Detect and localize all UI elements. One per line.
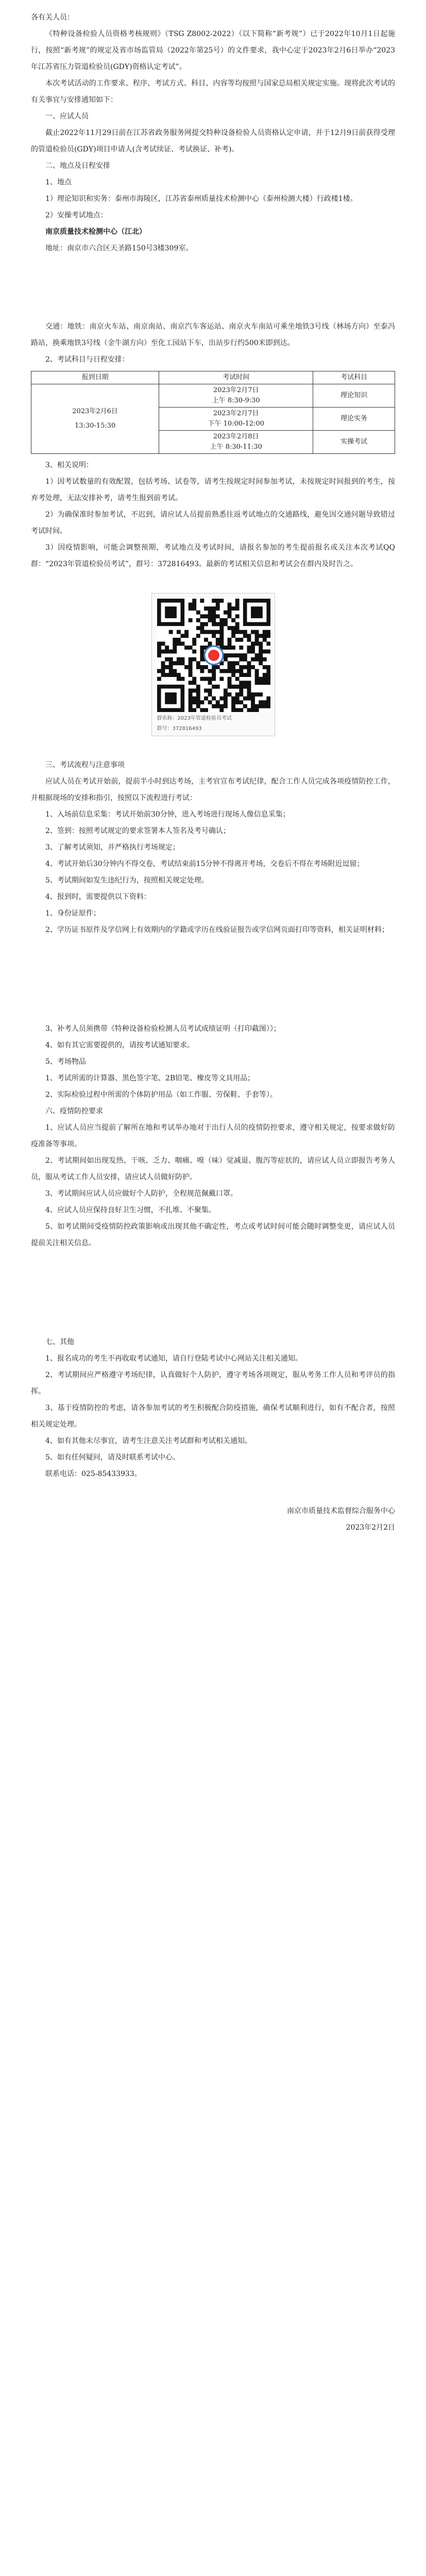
schedule-report-date: 2023年2月6日: [72, 408, 118, 415]
schedule-header-row: [31, 371, 395, 384]
section-6-title: 六、疫情防控要求: [45, 1107, 103, 1115]
intro-paragraph-2: 本次考试活动的工作要求、程序、考试方式、科目、内容等均按照与国家总局相关规定实施。现将此次考试的有关事宜与安排通知如下：: [31, 79, 395, 104]
section-7-item-3: 3、基于疫情防控的考虑，请各参加考试的考生积极配合防疫措施，确保考试顺利进行，如有不配合者，按照相关规定处理。: [31, 1404, 395, 1429]
section-7-item-1: 1、报名成功的考生不再收取考试通知，请自行登陆考试中心网站关注相关通知。: [45, 1354, 302, 1363]
section-3-item-4: 4、考试开始后30分钟内不得交卷，考试结束前15分钟不得离开考场，交卷后不得在考场附近逗留；: [45, 860, 364, 868]
section-2-sub3: 3、相关说明：: [45, 461, 93, 469]
section-3-item-1: 1、入场前信息采集：考试开始前30分钟，进入考场进行现场人像信息采集；: [45, 810, 290, 819]
section-2-sub1: 1、地点: [45, 178, 72, 187]
schedule-header-date: 报到日期: [31, 371, 159, 384]
section-7-item-2: 2、考试期间应严格遵守考场纪律，认真做好个人防护，遵守考场各项规定，服从考务工作人员和考评员的指挥。: [31, 1371, 395, 1396]
section-2-place2: 2）安操考试地点：: [45, 211, 108, 219]
section-3-title: 三、考试流程与注意事项: [45, 761, 125, 769]
section-3-body: 应试人员在考试开始前，提前半小时到达考场，主考官宣布考试纪律，配合工作人员完成各项疫情防控工作，并根据现场的安排和指引，按照以下流程进行考试：: [31, 777, 395, 802]
section-6-item-2: 2、考试期间如出现发热、干咳、乏力、咽痛、嗅（味）觉减退、腹泻等症状的，请应试人员立即报告考务人员，服从考试工作人员安排，请应试人员做好防护。: [31, 1157, 395, 1181]
section-3-doc-2: 2、学历证书原件及学信网上有效期内的学籍或学历在线验证报告或学信网页面打印等资料，相关证明材料；: [45, 926, 389, 934]
schedule-time-cell: 2023年2月8日 上午 8:30-11:30: [159, 431, 313, 454]
footer-date: 2023年2月2日: [346, 1523, 395, 1532]
section-3-item-5: 5、考试期间如发生违纪行为，按照相关规定处理。: [45, 876, 209, 885]
section-3-items-title: 5、考场物品: [45, 1058, 86, 1066]
greeting: 各有关人员：: [31, 13, 74, 22]
section-2-title: 二、地点及日程安排: [45, 162, 110, 170]
section-3-docs-title: 4、报到时，需要提供以下资料：: [45, 893, 151, 901]
schedule-subject-cell: 理论知识: [313, 384, 395, 408]
schedule-subject-cell: 理论实务: [313, 408, 395, 431]
schedule-time-cell: 2023年2月7日 上午 8:30-9:30: [159, 384, 313, 408]
intro-paragraph-1: 《特种设备检验人员资格考核规则》（TSG Z8002-2022）（以下简称“新考规”）已于2022年10月1日起施行，按照“新考规”的规定及省市场监管局（2022年第25号）的文件要求，我中心定于2023年2月6日举办“2023年江苏省压力管道检验员(GDY)资格认定考试”。: [31, 30, 395, 71]
qr-code-icon: [157, 599, 270, 712]
qr-code-image: [157, 599, 270, 712]
section-3-doc-4: 4、如有其它需要提供的，请按考试通知要求。: [45, 1041, 194, 1049]
section-1-body: 截止2022年11月29日前在江苏省政务服务网提交特种设备检验人员资格认定申请，并于12月9日前获得受理的管道检验员(GDY)项目申请人(含考试续证、考试换证、补考)。: [31, 129, 395, 154]
schedule-table: [31, 371, 395, 454]
schedule-row: [31, 384, 395, 408]
section-3-item-2: 2、签到：按照考试规定的要求签署本人签名及考号确认；: [45, 827, 230, 835]
section-6-item-4: 4、应试人员应保持良好卫生习惯，不扎堆、不聚集。: [45, 1206, 216, 1214]
schedule-header-time: 考试时间: [159, 371, 313, 384]
section-7-contact: 联系电话：025-85433933。: [45, 1470, 142, 1478]
section-6-item-3: 3、考试期间应试人员应做好个人防护，全程规范佩戴口罩。: [45, 1190, 237, 1198]
section-7-item-4: 4、如有其他未尽事宜，请考生注意关注考试群和考试相关通知。: [45, 1437, 252, 1445]
section-3-item-3: 3、了解考试须知，并严格执行考场规定；: [45, 843, 180, 852]
section-6-item-5: 5、如考试期间受疫情防控政策影响或出现其他不确定性，考点或考试时间可能会随时调整变更，请应试人员提前关注相关信息。: [31, 1223, 395, 1247]
schedule-header-subject: 考试科目: [313, 371, 395, 384]
section-2-sub2: 2、考试科目与日程安排：: [45, 355, 129, 364]
qr-caption-number: 群号：372816493: [157, 726, 202, 732]
section-3-doc-1: 1、身份证原件；: [45, 909, 100, 918]
section-2-place1: 1）理论知识和实务：泰州市海陵区，江苏省泰州质量技术检测中心（泰州检测大楼）行政楼1楼。: [45, 195, 357, 203]
section-2-place2-name: 南京质量技术检测中心（江北）: [45, 228, 146, 236]
schedule-time-cell: 2023年2月7日 下午 10:00-12:00: [159, 408, 313, 431]
section-6-item-1: 1、应试人员应当提前了解所在地和考试举办地对于出行人员的疫情防控要求，遵守相关规定，按要求做好防疫准备等事项。: [31, 1124, 395, 1148]
section-2-note-2: 2）为确保准时参加考试，不迟到，请应试人员提前熟悉往返考试地点的交通路线，避免因交通问题导致错过考试时间。: [31, 511, 395, 535]
footer-org: 南京市质量技术监督综合服务中心: [287, 1507, 395, 1515]
section-3-item2-2: 2、实际检验过程中所需的个体防护用品（如工作服、劳保鞋、手套等）。: [45, 1091, 277, 1099]
section-2-note-1: 1）因考试数量的有效配置，包括考场、试卷等，请考生按规定时间参加考试，未按规定时间报到的考生，按弃考处理，无法安排补考，请考生报到前考试。: [31, 478, 395, 502]
section-3-item2-1: 1、考试所需的计算器、黑色签字笔、2B铅笔、橡皮等文具用品；: [45, 1074, 255, 1082]
section-2-note-3: 3）因疫情影响，可能会调整预期，考试地点及考试时间，请报名参加的考生提前报名或关注本次考试QQ群：“2023年管道检验员考试”，群号：372816493。最新的考试相关信息和考试会在群内及时告之。: [31, 544, 395, 568]
section-1-title: 一、应试人员: [45, 112, 89, 121]
schedule-report-time: 13:30-15:30: [74, 422, 116, 430]
schedule-subject-cell: 实操考试: [313, 431, 395, 454]
schedule-report-cell: [31, 384, 159, 454]
qq-group-qr-card: [151, 593, 275, 736]
section-2-traffic: 交通：地铁：南京火车站、南京南站、南京汽车客运站、南京火车南站可乘坐地铁3号线（林场方向）至泰冯路站，换乘地铁3号线（金牛湖方向）至化工园站下车，出站步行约500米即到达。: [31, 323, 395, 347]
qr-caption-name: 群名称：2023年管道检验员考试: [157, 716, 232, 721]
section-3-doc-3: 3、补考人员须携带《特种设备检验检测人员考试成绩证明（打印截图）》；: [45, 1025, 281, 1033]
section-7-item-5: 5、如有任何疑问，请及时联系考试中心。: [45, 1453, 180, 1462]
section-2-place2-addr: 地址：南京市六合区天圣路150号3楼309室。: [45, 244, 193, 252]
section-7-title: 七、其他: [45, 1338, 74, 1346]
